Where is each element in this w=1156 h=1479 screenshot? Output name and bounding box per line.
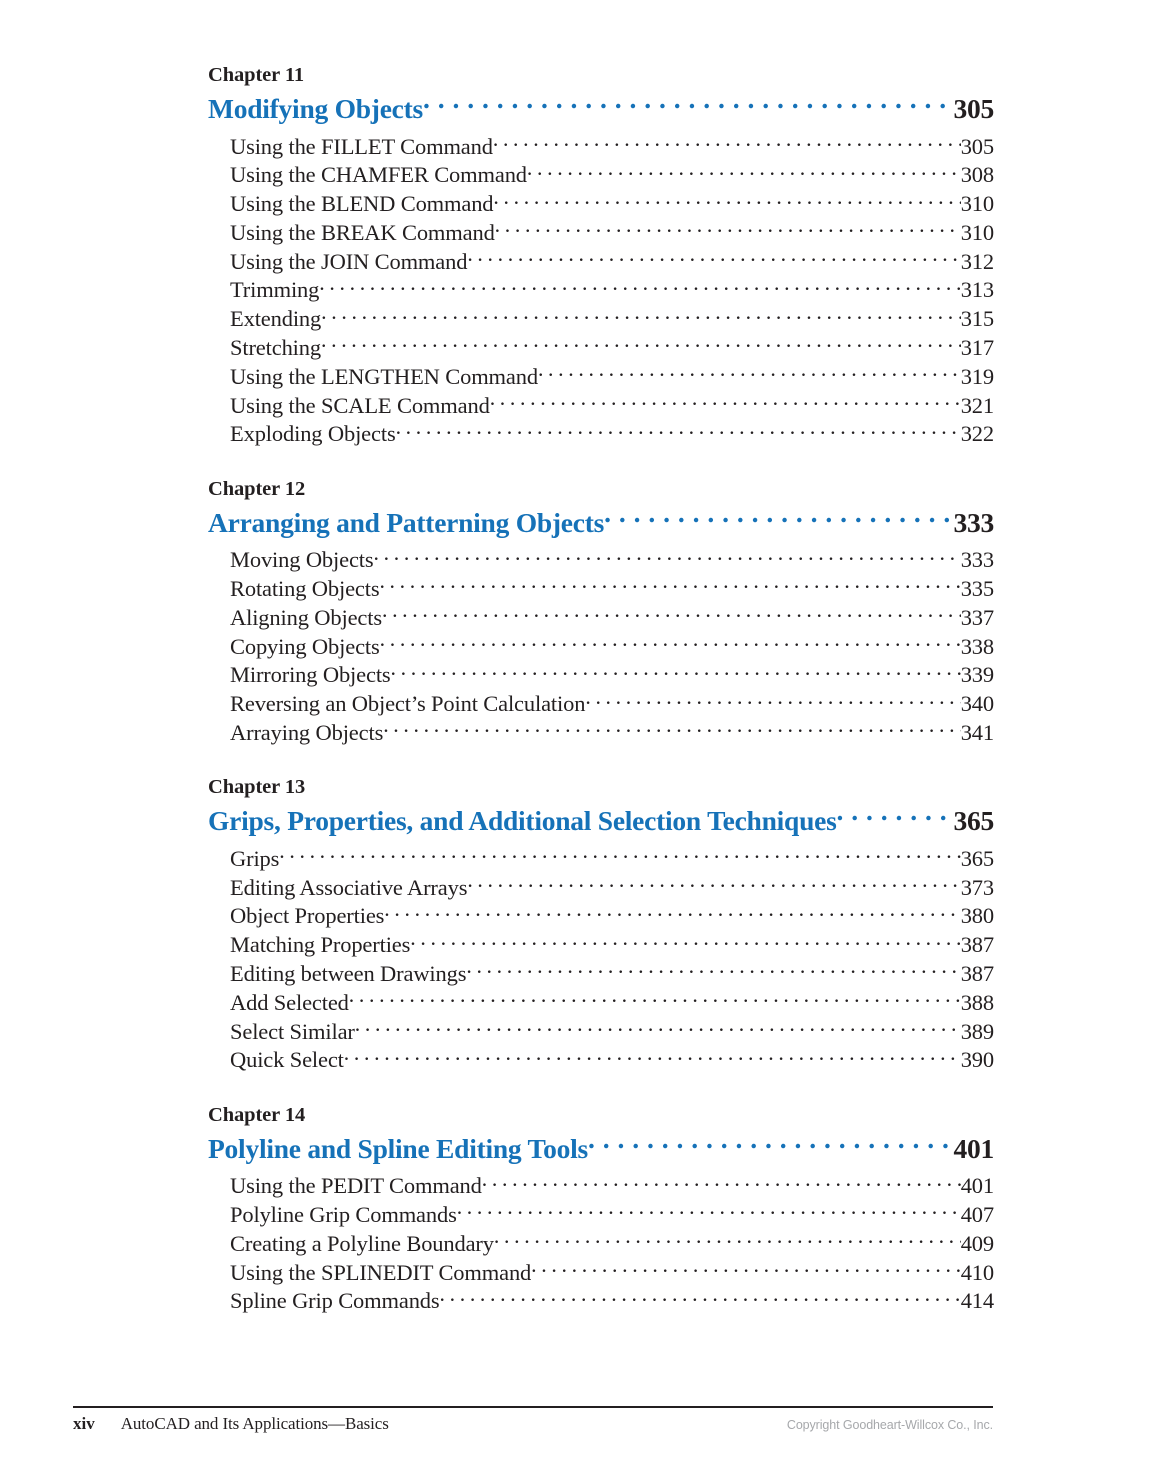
dot-leader <box>321 304 961 327</box>
copyright-notice: Copyright Goodheart-Willcox Co., Inc. <box>786 1418 993 1432</box>
toc-entry-title: Using the BREAK Command <box>230 219 495 245</box>
toc-entry-title: Using the LENGTHEN Command <box>230 363 538 389</box>
toc-entry-title: Extending <box>230 306 322 332</box>
chapter-title-row[interactable] <box>208 801 994 840</box>
toc-entry[interactable] <box>230 361 994 390</box>
toc-entry[interactable] <box>230 1228 994 1257</box>
chapter-title: Modifying Objects <box>208 93 423 124</box>
toc-entry[interactable] <box>230 718 994 747</box>
toc-entry[interactable] <box>230 930 994 959</box>
dot-leader <box>490 390 961 413</box>
toc-entry-page-number: 321 <box>960 392 994 418</box>
toc-entry[interactable] <box>230 131 994 160</box>
toc-entry[interactable] <box>230 1171 994 1200</box>
toc-entry-title: Using the FILLET Command <box>230 133 493 159</box>
toc-entry[interactable] <box>230 189 994 218</box>
toc-entry-page-number: 409 <box>960 1230 994 1256</box>
toc-entry-page-number: 365 <box>960 845 994 871</box>
dot-leader <box>423 91 954 119</box>
toc-entry-title: Stretching <box>230 335 321 361</box>
chapter-title-row[interactable] <box>208 1129 994 1168</box>
chapter-page-number: 365 <box>953 805 994 837</box>
dot-leader <box>527 160 961 183</box>
dot-leader <box>355 1016 961 1039</box>
toc-entry[interactable] <box>230 304 994 333</box>
toc-entry-page-number: 313 <box>960 277 994 303</box>
chapter-block <box>208 774 994 1073</box>
toc-entry-page-number: 389 <box>960 1018 994 1044</box>
toc-entry-page-number: 312 <box>960 248 994 274</box>
toc-entry[interactable] <box>230 217 994 246</box>
chapter-title: Polyline and Spline Editing Tools <box>208 1132 588 1164</box>
toc-entry[interactable] <box>230 1257 994 1286</box>
toc-entry-page-number: 380 <box>960 903 994 929</box>
dot-leader <box>538 361 961 384</box>
chapter-entry-list <box>208 131 994 448</box>
toc-entry-page-number: 308 <box>960 162 994 188</box>
toc-entry-title: Using the SPLINEDIT Command <box>230 1259 532 1285</box>
chapter-entry-list <box>208 843 994 1073</box>
toc-entry[interactable] <box>230 959 994 988</box>
dot-leader <box>604 504 953 532</box>
chapter-title-row[interactable] <box>208 89 994 128</box>
chapter-title-row[interactable] <box>208 503 994 542</box>
dot-leader <box>383 718 961 741</box>
chapter-entry-list <box>208 1171 994 1315</box>
toc-entry-title: Add Selected <box>230 989 349 1015</box>
dot-leader <box>531 1257 961 1280</box>
toc-entry-title: Using the BLEND Command <box>230 191 494 217</box>
toc-entry-title: Reversing an Object’s Point Calculation <box>230 691 586 717</box>
chapter-title: Arranging and Patterning Objects <box>208 506 605 538</box>
footer-divider <box>73 1406 993 1408</box>
dot-leader <box>410 930 960 953</box>
dot-leader <box>467 872 960 895</box>
toc-entry-title: Rotating Objects <box>230 576 380 602</box>
toc-entry-title: Trimming <box>230 277 320 303</box>
toc-entry[interactable] <box>230 872 994 901</box>
chapter-label: Chapter 11 <box>208 64 305 86</box>
dot-leader <box>585 689 960 712</box>
toc-entry-page-number: 310 <box>960 191 994 217</box>
dot-leader <box>495 217 961 240</box>
toc-entry[interactable] <box>230 545 994 574</box>
toc-entry[interactable] <box>230 689 994 718</box>
toc-entry-page-number: 310 <box>960 219 994 245</box>
chapter-title: Grips, Properties, and Additional Selection Techniques <box>208 805 837 837</box>
chapter-block <box>208 476 994 747</box>
toc-entry-title: Moving Objects <box>230 547 374 573</box>
toc-entry-page-number: 390 <box>960 1047 994 1073</box>
toc-entry-title: Mirroring Objects <box>230 662 391 688</box>
book-title: AutoCAD and Its Applications—Basics <box>120 1414 389 1433</box>
toc-entry-title: Editing between Drawings <box>230 961 467 987</box>
toc-entry-page-number: 387 <box>960 932 994 958</box>
toc-entry[interactable] <box>230 574 994 603</box>
dot-leader <box>493 131 961 154</box>
toc-entry-title: Creating a Polyline Boundary <box>230 1230 494 1256</box>
dot-leader <box>379 574 960 597</box>
toc-entry[interactable] <box>230 631 994 660</box>
toc-entry-page-number: 388 <box>960 989 994 1015</box>
dot-leader <box>319 275 960 298</box>
dot-leader <box>457 1200 961 1223</box>
toc-entry-page-number: 305 <box>960 133 994 159</box>
dot-leader <box>391 660 961 683</box>
toc-entry-page-number: 338 <box>960 633 994 659</box>
chapter-block <box>208 1102 994 1315</box>
toc-entry-page-number: 335 <box>960 576 994 602</box>
toc-entry[interactable] <box>230 1286 994 1315</box>
toc-entry[interactable] <box>230 843 994 872</box>
toc-entry[interactable] <box>230 246 994 275</box>
toc-entry-title: Matching Properties <box>230 932 411 958</box>
toc-entry-page-number: 340 <box>960 691 994 717</box>
toc-entry-page-number: 387 <box>960 961 994 987</box>
dot-leader <box>466 959 960 982</box>
chapter-label: Chapter 14 <box>208 1103 306 1126</box>
dot-leader <box>467 246 960 269</box>
toc-entry-title: Object Properties <box>230 903 385 929</box>
chapter-page-number: 305 <box>953 93 994 124</box>
toc-entry-title: Using the SCALE Command <box>230 392 490 418</box>
page-folio: xiv <box>73 1414 95 1433</box>
table-of-contents <box>208 62 994 1315</box>
toc-entry-page-number: 341 <box>960 720 994 746</box>
toc-entry[interactable] <box>230 901 994 930</box>
toc-entry-title: Copying Objects <box>230 633 380 659</box>
toc-entry-page-number: 317 <box>960 335 994 361</box>
toc-entry-title: Editing Associative Arrays <box>230 874 468 900</box>
toc-entry-page-number: 315 <box>960 306 994 332</box>
chapter-label: Chapter 12 <box>208 477 306 500</box>
toc-entry-title: Spline Grip Commands <box>230 1288 440 1314</box>
toc-entry-title: Using the CHAMFER Command <box>230 162 527 188</box>
chapter-page-number: 333 <box>953 506 994 538</box>
toc-entry-title: Arraying Objects <box>230 720 384 746</box>
dot-leader <box>837 803 954 831</box>
toc-entry-page-number: 414 <box>960 1288 994 1314</box>
toc-entry[interactable] <box>230 1016 994 1045</box>
toc-entry-title: Select Similar <box>230 1018 355 1044</box>
toc-entry-title: Grips <box>230 845 280 871</box>
toc-entry-page-number: 322 <box>960 421 994 447</box>
chapter-block <box>208 62 994 448</box>
chapter-entry-list <box>208 545 994 747</box>
dot-leader <box>440 1286 961 1309</box>
toc-entry-page-number: 339 <box>960 662 994 688</box>
dot-leader <box>279 843 960 866</box>
dot-leader <box>382 602 961 625</box>
chapter-page-number: 401 <box>953 1132 994 1164</box>
toc-entry[interactable] <box>230 390 994 419</box>
toc-entry-title: Exploding Objects <box>230 421 396 447</box>
dot-leader <box>321 333 961 356</box>
toc-entry-page-number: 401 <box>960 1173 994 1199</box>
toc-entry-title: Using the JOIN Command <box>230 248 468 274</box>
footer-row <box>73 1414 993 1434</box>
dot-leader <box>494 1228 961 1251</box>
toc-entry[interactable] <box>230 660 994 689</box>
toc-entry[interactable] <box>230 419 994 448</box>
dot-leader <box>380 631 961 654</box>
toc-entry-title: Quick Select <box>230 1047 344 1073</box>
toc-entry-title: Using the PEDIT Command <box>230 1173 482 1199</box>
toc-entry-page-number: 410 <box>960 1259 994 1285</box>
toc-entry-page-number: 337 <box>960 604 994 630</box>
dot-leader <box>482 1171 961 1194</box>
dot-leader <box>344 1045 961 1068</box>
dot-leader <box>396 419 961 442</box>
toc-entry[interactable] <box>230 987 994 1016</box>
toc-entry[interactable] <box>230 1045 994 1074</box>
toc-entry[interactable] <box>230 1200 994 1229</box>
page-footer <box>73 1406 993 1434</box>
chapter-label: Chapter 13 <box>208 776 306 799</box>
dot-leader <box>374 545 961 568</box>
toc-entry-title: Aligning Objects <box>230 604 382 630</box>
toc-entry[interactable] <box>230 333 994 362</box>
toc-entry[interactable] <box>230 275 994 304</box>
toc-entry-page-number: 319 <box>960 363 994 389</box>
dot-leader <box>384 901 960 924</box>
toc-entry-page-number: 373 <box>960 874 994 900</box>
toc-entry[interactable] <box>230 160 994 189</box>
toc-entry-page-number: 407 <box>960 1202 994 1228</box>
toc-entry-title: Polyline Grip Commands <box>230 1202 457 1228</box>
dot-leader <box>588 1130 954 1158</box>
dot-leader <box>493 189 960 212</box>
toc-entry[interactable] <box>230 602 994 631</box>
toc-entry-page-number: 333 <box>960 547 994 573</box>
dot-leader <box>349 987 961 1010</box>
